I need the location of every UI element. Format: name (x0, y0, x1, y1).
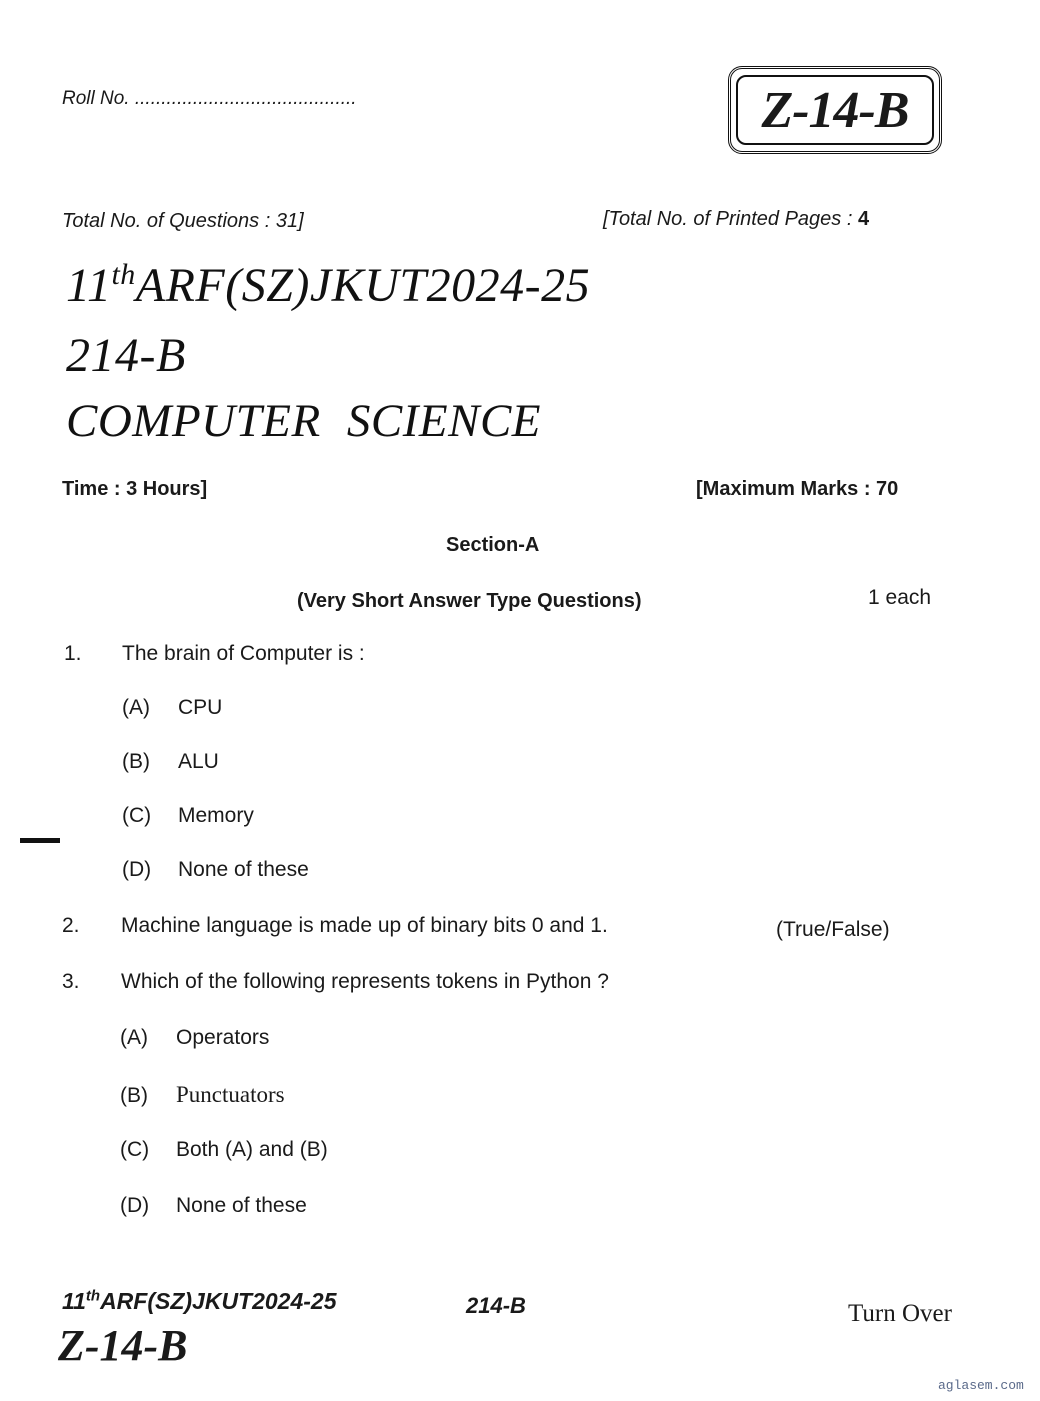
exam-title (66, 258, 590, 313)
question-3-option-c: (C) Both (A) and (B) (120, 1138, 328, 1161)
total-pages (603, 208, 869, 231)
paper-code-box-inner (736, 75, 934, 145)
roll-number-field: Roll No. .......................................... (62, 88, 357, 109)
exam-title-superscript: th (111, 258, 136, 291)
total-pages-value: 4 (857, 208, 870, 230)
question-1-option-d: (D) None of these (122, 858, 309, 881)
question-2-text: Machine language is made up of binary bits 0 and 1. (121, 914, 608, 937)
footer-exam-title: 11thARF(SZ)JKUT2024-25 (62, 1287, 337, 1314)
question-1-option-c: (C) Memory (122, 804, 254, 827)
question-1-number: 1. (64, 642, 82, 665)
question-1-option-b: (B) ALU (122, 750, 219, 773)
question-3-option-d: (D) None of these (120, 1194, 307, 1217)
section-marks: 1 each (868, 586, 932, 609)
subject-code: 214-B (66, 329, 186, 382)
exam-title-number: 11 (66, 259, 112, 312)
footer-paper-code: Z-14-B (58, 1321, 188, 1370)
question-2-answer-type: (True/False) (776, 918, 890, 941)
question-3-option-a: (A) Operators (120, 1026, 270, 1049)
section-question-type: (Very Short Answer Type Questions) (297, 590, 642, 612)
question-1-option-a: (A) CPU (122, 696, 223, 719)
watermark: aglasem.com (938, 1378, 1024, 1393)
question-3-option-b: (B) Punctuators (120, 1082, 285, 1107)
margin-mark (20, 838, 60, 843)
maximum-marks: [Maximum Marks : 70 (696, 478, 899, 500)
exam-time: Time : 3 Hours] (62, 478, 208, 500)
footer-subject-code: 214-B (466, 1293, 526, 1318)
total-questions: Total No. of Questions : 31] (62, 210, 304, 232)
question-2-number: 2. (62, 914, 80, 937)
question-1-text: The brain of Computer is : (122, 642, 365, 665)
turn-over-label: Turn Over (848, 1300, 952, 1327)
paper-code-box (728, 66, 942, 154)
exam-title-rest: ARF(SZ)JKUT2024-25 (135, 259, 591, 312)
total-pages-label: [Total No. of Printed Pages : (603, 208, 853, 230)
question-3-text: Which of the following represents tokens in Python ? (121, 970, 609, 993)
subject-name: COMPUTER SCIENCE (66, 395, 542, 447)
paper-code: Z-14-B (761, 81, 909, 139)
question-3-number: 3. (62, 970, 80, 993)
section-heading: Section-A (446, 534, 540, 556)
